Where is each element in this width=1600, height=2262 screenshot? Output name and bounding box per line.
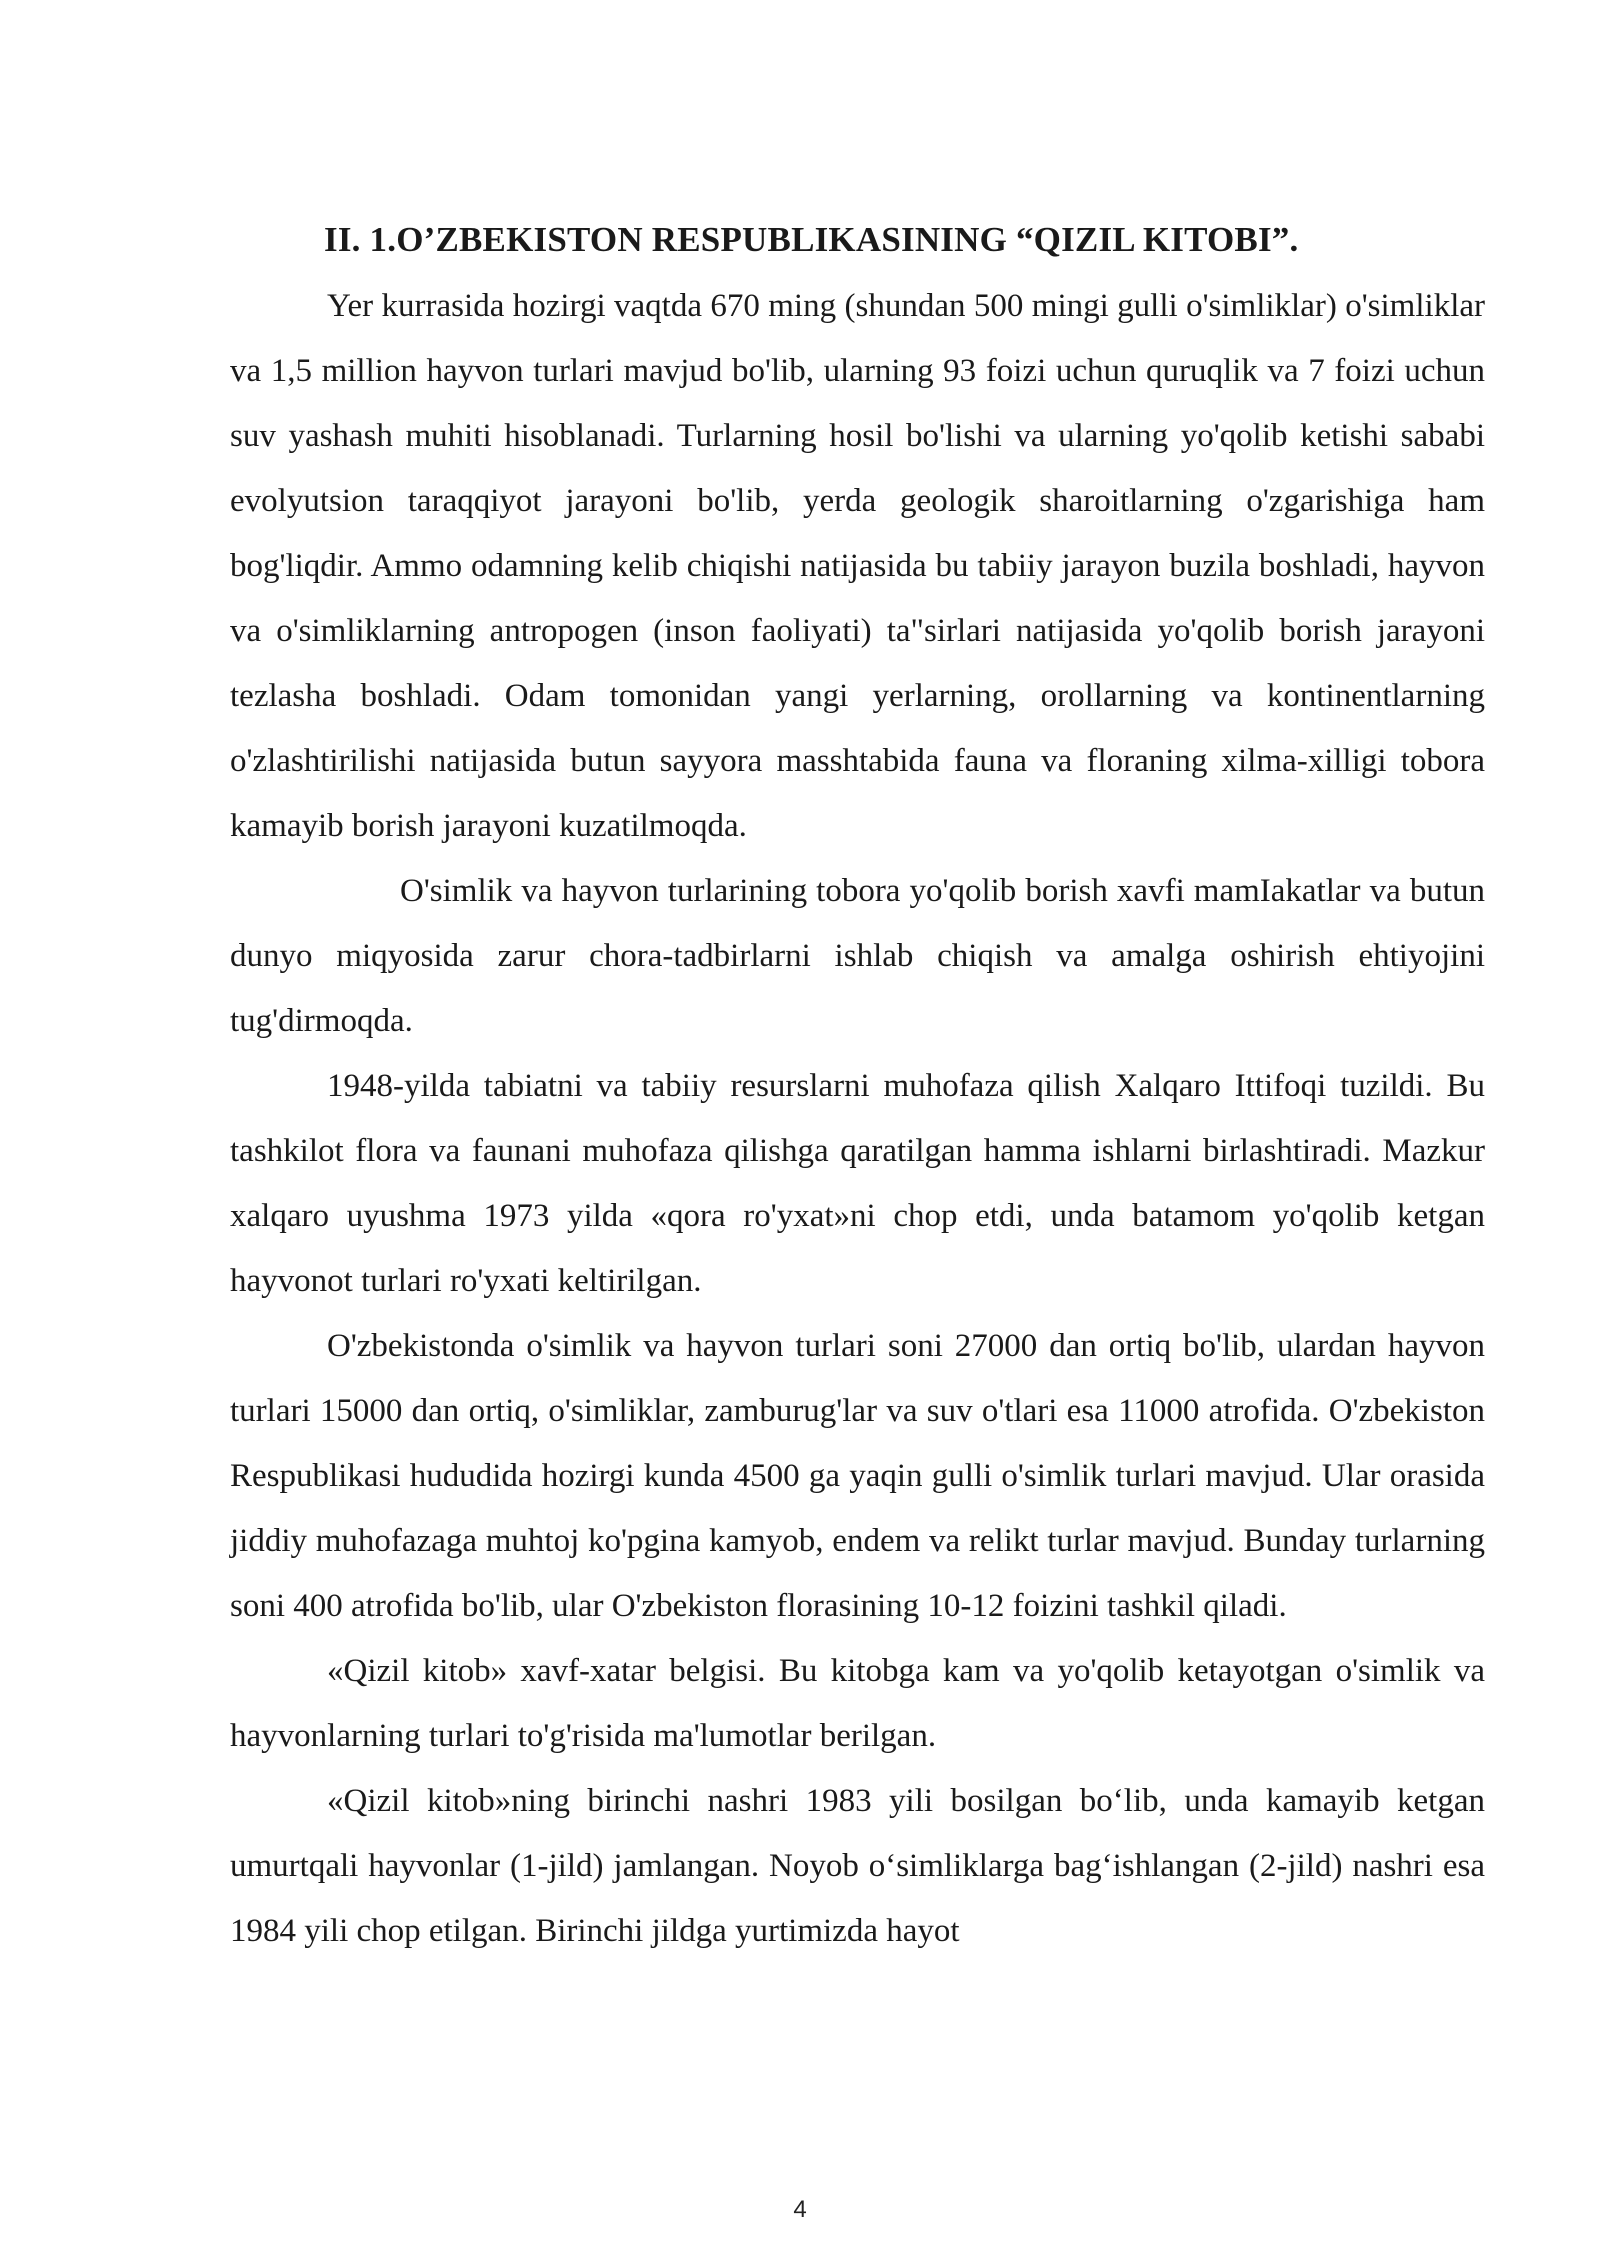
paragraph-6: «Qizil kitob»ning birinchi nashri 1983 yili bosilgan bo‘lib, unda kamayib ketgan umurtqali hayvonlar (1-jild) jamlangan. Noyob o‘simliklarga bag‘ishlangan (2-jild) nashri esa 1984 yili chop etilgan. Birinchi jildga yurtimizda hayot	[230, 1783, 1485, 1949]
paragraph-1: Yer kurrasida hozirgi vaqtda 670 ming (shundan 500 mingi gulli o'simliklar) o'simliklar va 1,5 million hayvon turlari mavjud bo'lib, ularning 93 foizi uchun quruqlik va 7 foizi uchun suv yashash muhiti hisoblanadi. Turlarning hosil bo'lishi va ularning yo'qolib ketishi sababi evolyutsion taraqqiyot jarayoni bo'lib, yerda geologik sharoitlarning o'zgarishiga ham bog'liqdir. Ammo odamning kelib chiqishi natijasida bu tabiiy jarayon buzila boshladi, hayvon va o'simliklarning antropogen (inson faoliyati) ta"sirlari natijasida yo'qolib borish jarayoni tezlasha boshladi. Odam tomonidan yangi yerlarning, orollarning va kontinentlarning o'zlashtirilishi natijasida butun sayyora masshtabida fauna va floraning xilma-xilligi tobora kamayib borish jarayoni kuzatilmoqda.	[230, 288, 1485, 844]
paragraph-2: O'simlik va hayvon turlarining tobora yo'qolib borish xavfi mamIakatlar va butun dunyo miqyosida zarur chora-tadbirlarni ishlab chiqish va amalga oshirish ehtiyojini tug'dirmoqda.	[230, 873, 1485, 1039]
paragraph-5: «Qizil kitob» xavf-xatar belgisi. Bu kitobga kam va yo'qolib ketayotgan o'simlik va hayvonlarning turlari to'g'risida ma'lumotlar berilgan.	[230, 1653, 1485, 1754]
section-heading: II. 1.O’ZBEKISTON RESPUBLIKASINING “QIZIL KITOBI”.	[324, 220, 1299, 259]
paragraph-3: 1948-yilda tabiatni va tabiiy resurslarni muhofaza qilish Xalqaro Ittifoqi tuzildi. Bu tashkilot flora va faunani muhofaza qilishga qaratilgan hamma ishlarni birlashtiradi. Mazkur xalqaro uyushma 1973 yilda «qora ro'yxat»ni chop etdi, unda batamom yo'qolib ketgan hayvonot turlari ro'yxati keltirilgan.	[230, 1068, 1485, 1299]
document-page	[230, 210, 1485, 1964]
paragraph-4: O'zbekistonda o'simlik va hayvon turlari soni 27000 dan ortiq bo'lib, ulardan hayvon turlari 15000 dan ortiq, o'simliklar, zamburug'lar va suv o'tlari esa 11000 atrofida. O'zbekiston Respublikasi hududida hozirgi kunda 4500 ga yaqin gulli o'simlik turlari mavjud. Ular orasida jiddiy muhofazaga muhtoj ko'pgina kamyob, endem va relikt turlar mavjud. Bunday turlarning soni 400 atrofida bo'lib, ular O'zbekiston florasining 10-12 foizini tashkil qiladi.	[230, 1328, 1485, 1624]
page-number: 4	[793, 2196, 807, 2223]
